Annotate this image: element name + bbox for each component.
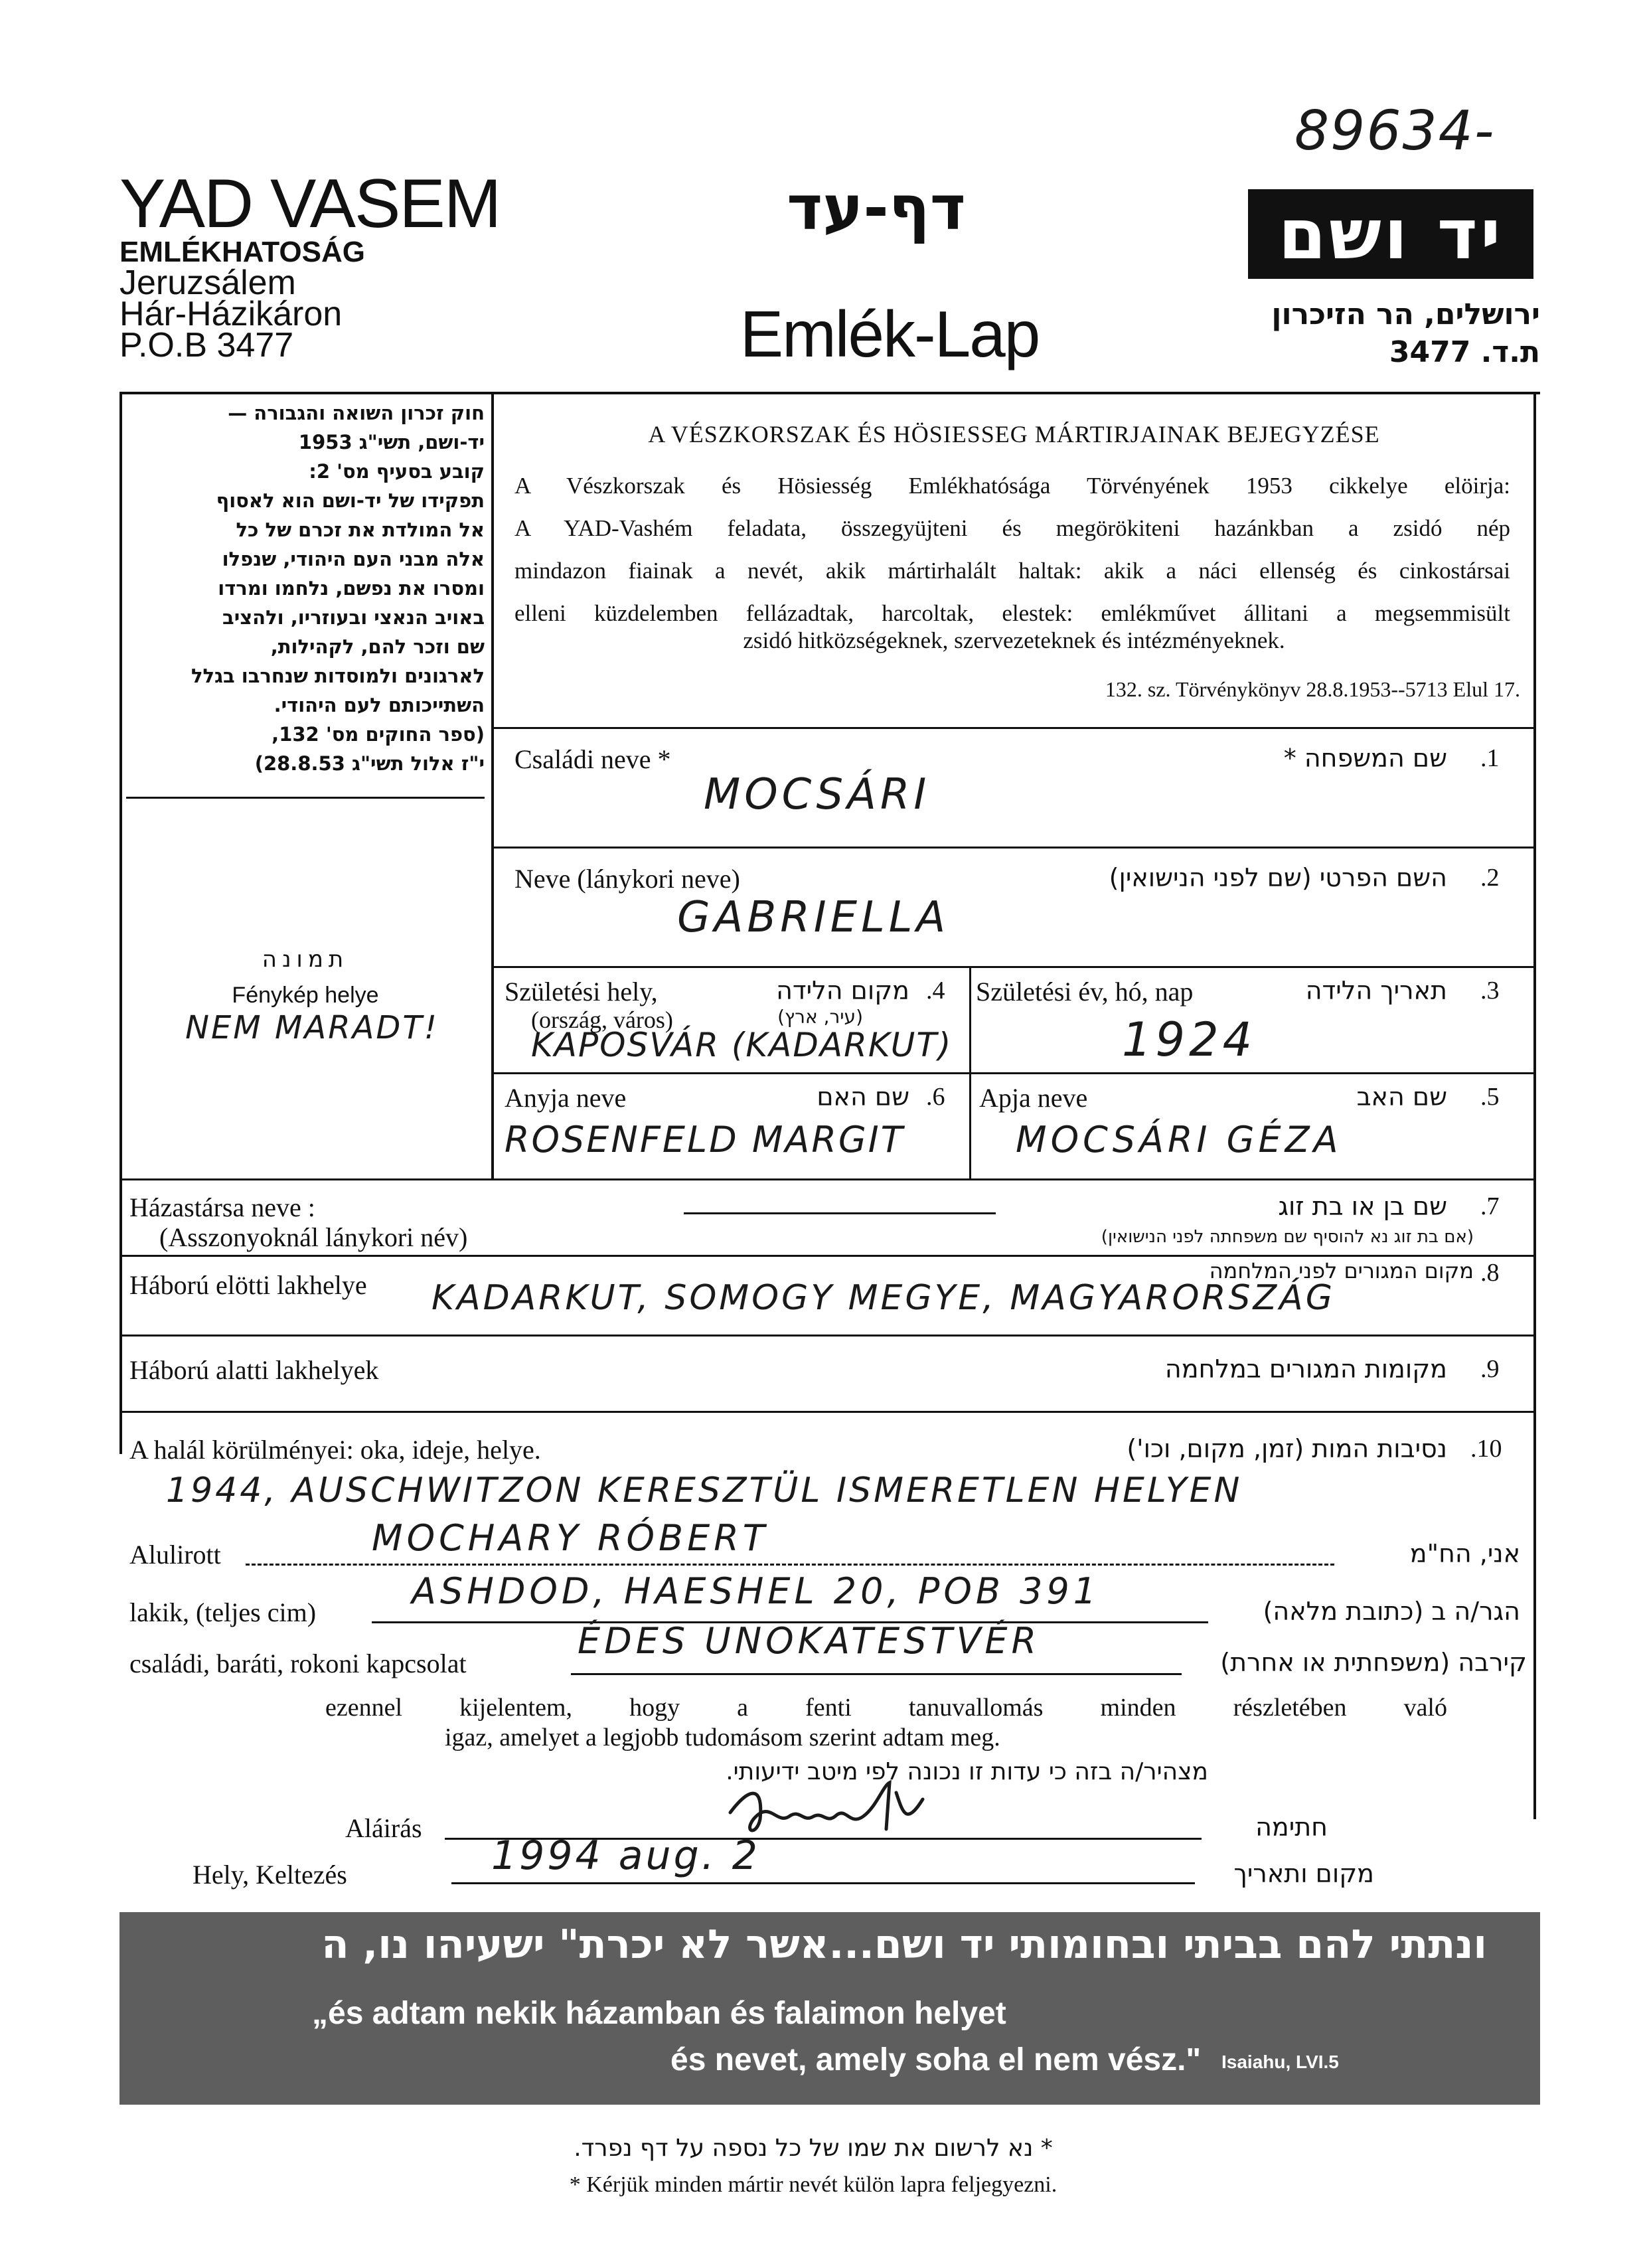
birth-date-label: Születési év, hó, nap — [976, 977, 1194, 1007]
field-number-3: .3 — [1480, 977, 1500, 1005]
declarant-name-value[interactable]: MOCHARY RÓBERT — [372, 1517, 769, 1559]
frame-top — [119, 392, 1540, 394]
father-name-value[interactable]: MOCSÁRI GÉZA — [1016, 1119, 1342, 1161]
birth-place-value[interactable]: KAPOSVÁR (KADARKUT) — [531, 1026, 953, 1064]
law-underline — [126, 797, 485, 799]
death-circumstances-value[interactable]: 1944, AUSCHWITZON KERESZTÜL ISMERETLEN HELYEN — [166, 1471, 1243, 1510]
address-hebrew: ירושלים, הר הזיכרון — [1271, 297, 1540, 331]
org-subtitle: EMLÉKHATOSÁG — [119, 236, 365, 268]
field-5-6-bottom — [119, 1178, 1536, 1180]
photo-value: NEM MARADT! — [185, 1009, 439, 1046]
law-line: שם וזכר להם, לקהילות, — [270, 635, 485, 658]
field-number-7: .7 — [1480, 1192, 1500, 1220]
date-hebrew: מקום ותאריך — [1233, 1859, 1374, 1888]
intro-bottom-line — [491, 727, 1536, 729]
first-name-hebrew: השם הפרטי (שם לפני הנישואין) — [1109, 863, 1447, 892]
field-number-1: .1 — [1480, 744, 1500, 772]
banner-line-1: „és adtam nekik házamban és falaimon helyet — [312, 1996, 1006, 2031]
field-number-10: .10 — [1470, 1435, 1502, 1463]
field-number-5: .5 — [1480, 1083, 1500, 1111]
field-8-bottom — [119, 1335, 1536, 1336]
declarant-address-value[interactable]: ASHDOD, HAESHEL 20, POB 391 — [412, 1570, 1101, 1612]
frame-left-sidebar — [119, 392, 122, 1454]
birth-place-hebrew: מקום הלידה — [776, 976, 909, 1005]
family-name-hebrew: שם המשפחה * — [1283, 744, 1447, 773]
birth-place-label: Születési hely, — [505, 977, 658, 1007]
birth-date-hebrew: תאריך הלידה — [1305, 976, 1447, 1005]
field-1-bottom — [491, 847, 1536, 849]
photo-label: Fénykép helye — [232, 983, 379, 1008]
birth-date-value[interactable]: 1924 — [1122, 1012, 1257, 1067]
field-number-8: .8 — [1480, 1259, 1500, 1287]
prewar-residence-hebrew: מקום המגורים לפני המלחמה — [1209, 1258, 1474, 1283]
date-line — [451, 1882, 1195, 1884]
org-city: Jeruzsálem — [119, 264, 296, 302]
org-title: YAD VASEM — [119, 165, 501, 242]
declarant-name-hebrew: אני, הח"מ — [1409, 1539, 1520, 1568]
org-pob: P.O.B 3477 — [119, 326, 294, 364]
frame-sidebar-divider — [491, 392, 494, 1178]
law-line: קובע בסעיף מס' 2: — [309, 460, 485, 483]
field-9-bottom — [119, 1411, 1536, 1413]
relation-label: családi, baráti, rokoni kapcsolat — [129, 1649, 467, 1678]
law-line: תפקידו של יד-ושם הוא לאסוף — [216, 489, 485, 512]
banner-reference: Isaiahu, LVI.5 — [1221, 2052, 1339, 2072]
intro-text — [514, 465, 1510, 635]
declarant-address-label: lakik, (teljes cim) — [129, 1597, 317, 1627]
signature-hebrew: חתימה — [1255, 1813, 1328, 1842]
yad-vashem-logo — [1248, 189, 1533, 279]
family-name-value[interactable]: MOCSÁRI — [704, 770, 931, 819]
intro-line: mindazon fiainak a nevét, akik mártirhalált haltak: akik a náci ellenség és cinkostársai — [514, 558, 1510, 584]
intro-line: elleni küzdelemben fellázadtak, harcoltak, elestek: emlékművet állitani a megsemmisült — [514, 600, 1510, 626]
stamp-number: 89634- — [1294, 100, 1496, 163]
org-mount: Hár-Házikáron — [119, 295, 343, 333]
photo-label-hebrew: תמונה — [262, 946, 349, 973]
form-title: Emlék-Lap — [740, 297, 1040, 370]
frame-right — [1533, 392, 1536, 1819]
declarant-name-label: Alulirott — [129, 1540, 221, 1570]
law-line: השתייכותם לעם היהודי. — [274, 694, 485, 716]
law-line: אל המולדת את זכרם של כל — [236, 519, 485, 541]
first-name-label: Neve (lánykori neve) — [514, 864, 740, 894]
mother-name-hebrew: שם האם — [817, 1082, 909, 1111]
field-number-4: .4 — [926, 977, 945, 1005]
death-circumstances-label: A halál körülményei: oka, ideje, helye. — [129, 1435, 541, 1465]
wartime-residence-hebrew: מקומות המגורים במלחמה — [1164, 1354, 1447, 1384]
field-7-bottom — [119, 1255, 1536, 1257]
prewar-residence-value[interactable]: KADARKUT, SOMOGY MEGYE, MAGYARORSZÁG — [431, 1278, 1336, 1318]
signature-label: Aláirás — [345, 1813, 422, 1843]
mother-name-value[interactable]: ROSENFELD MARGIT — [505, 1119, 905, 1161]
date-value[interactable]: 1994 aug. 2 — [491, 1832, 760, 1879]
spouse-name-line — [684, 1212, 996, 1214]
spouse-name-label: Házastársa neve : — [129, 1192, 315, 1222]
declarant-address-hebrew: הגר/ה ב (כתובת מלאה) — [1263, 1597, 1520, 1626]
intro-text-last: zsidó hitközségeknek, szervezeteknek és intézményeknek. — [743, 627, 1285, 653]
law-text-hebrew — [126, 398, 485, 778]
statement-line-1: ezennel kijelentem, hogy a fenti tanuvallomás minden részletében való — [325, 1694, 1447, 1722]
intro-line: A YAD-Vashém feladata, összegyüjteni és megörökiteni hazánkban a zsidó nép — [514, 515, 1510, 541]
quote-banner — [119, 1912, 1540, 2105]
declarant-name-line — [246, 1564, 1334, 1566]
law-line: באויב הנאצי ובעוזריו, ולהציב — [222, 606, 485, 629]
spouse-name-hebrew-sub: (אם בת זוג נא להוסיף שם משפחתה לפני הנישואין) — [1101, 1227, 1474, 1247]
law-line: חוק זכרון השואה והגבורה — — [228, 402, 485, 424]
spouse-name-value[interactable] — [684, 1188, 996, 1215]
father-name-hebrew: שם האב — [1356, 1082, 1447, 1111]
field-3-4-bottom — [491, 1072, 1536, 1074]
first-name-value[interactable]: GABRIELLA — [677, 893, 950, 942]
birth-place-hebrew-sub: (עיר, ארץ) — [777, 1006, 863, 1028]
statement-hebrew: מצהיר/ה בזה כי עדות זו נכונה לפי מיטב ידיעותי. — [726, 1758, 1208, 1785]
law-line: אלה מבני העם היהודי, שנפלו — [222, 548, 485, 570]
law-line: לארגונים ולמוסדות שנחרבו בגלל — [191, 665, 485, 687]
field-number-9: .9 — [1480, 1355, 1500, 1383]
relation-line — [571, 1673, 1182, 1675]
wartime-residence-label: Háború alatti lakhelyek — [129, 1355, 379, 1385]
form-title-hebrew: דף-עד — [787, 173, 966, 244]
relation-hebrew: קירבה (משפחתית או אחרת) — [1220, 1648, 1527, 1677]
footer-note: * Kérjük minden mártir nevét külön lapra feljegyezni. — [569, 2172, 1057, 2197]
law-line: (ספר החוקים מס' 132, — [272, 723, 485, 746]
relation-value[interactable]: ÉDES UNOKATESTVÉR — [578, 1620, 1041, 1662]
spouse-name-sublabel: (Asszonyoknál lánykori név) — [159, 1222, 468, 1252]
law-line: ומסרו את נפשם, נלחמו ומרדו — [218, 577, 485, 600]
footer-hebrew: * נא לרשום את שמו של כל נספה על דף נפרד. — [574, 2135, 1053, 2162]
intro-title: A VÉSZKORSZAK ÉS HÖSIESSEG MÁRTIRJAINAK BEJEGYZÉSE — [648, 421, 1380, 447]
family-name-label: Családi neve * — [514, 744, 671, 774]
statement-line-2: igaz, amelyet a legjobb tudomásom szerint adtam meg. — [445, 1724, 1000, 1751]
father-name-label: Apja neve — [979, 1083, 1088, 1113]
banner-line-2: és nevet, amely soha el nem vész." — [670, 2042, 1202, 2077]
field-number-6: .6 — [926, 1083, 945, 1111]
logo-text: יד ושם — [1278, 193, 1504, 275]
law-line: יד-ושם, תשי"ג 1953 — [298, 431, 485, 453]
banner-hebrew: ונתתי להם בביתי ובחומותי יד ושם...אשר לא יכרת" ישעיהו נו, ה — [321, 1921, 1487, 1968]
birth-place-sublabel: (ország, város) — [531, 1007, 673, 1033]
mother-name-label: Anyja neve — [505, 1083, 627, 1113]
prewar-residence-label: Háború elötti lakhelye — [129, 1270, 367, 1300]
wartime-residence-value[interactable] — [465, 1351, 1062, 1384]
pob-hebrew: ת.ד. 3477 — [1389, 335, 1540, 369]
intro-citation: 132. sz. Törvénykönyv 28.8.1953--5713 Elul 17. — [1105, 677, 1520, 701]
death-circumstances-hebrew: נסיבות המות (זמן, מקום, וכו') — [1127, 1434, 1447, 1463]
field-2-bottom — [491, 966, 1536, 968]
spouse-name-hebrew: שם בן או בת זוג — [1278, 1192, 1447, 1221]
law-line: י"ז אלול תשי"ג 28.8.53) — [254, 752, 485, 775]
intro-line: A Vészkorszak és Hösiesség Emlékhatósága Törvényének 1953 cikkelye elöirja: — [514, 473, 1510, 499]
date-label: Hely, Keltezés — [193, 1860, 347, 1890]
field-number-2: .2 — [1480, 864, 1500, 892]
